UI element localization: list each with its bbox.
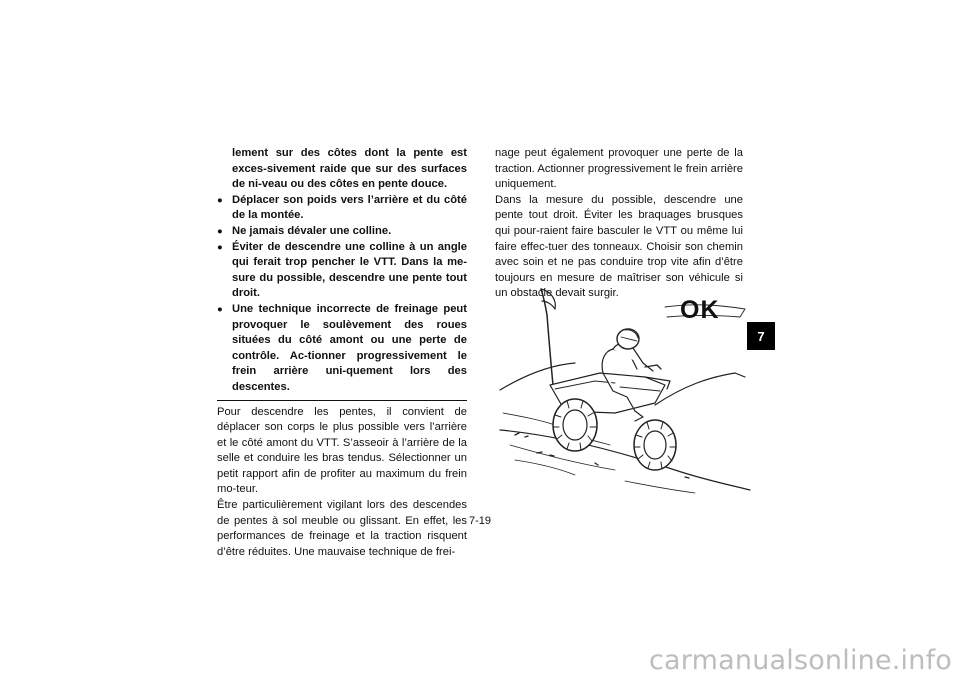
warning-bullet (217, 224, 467, 240)
right-column (495, 146, 743, 302)
warning-bullet (217, 193, 467, 224)
page-number: 7-19 (468, 515, 492, 527)
left-column (217, 146, 467, 560)
body-paragraph: nage peut également provoquer une perte de la traction. Actionner progressivement le frein arrière uniquement. (495, 147, 743, 191)
warning-end-rule (217, 400, 467, 401)
warning-bullet (217, 302, 467, 396)
warning-bullet-text: Déplacer son poids vers l’arrière et du côté de la montée. (232, 193, 467, 222)
bullet-icon: ● (217, 225, 223, 237)
watermark: carmanualsonline.info (649, 645, 952, 676)
bullet-icon: ● (217, 241, 223, 253)
chapter-tab: 7 (747, 322, 775, 350)
warning-bullet-text: Une technique incorrecte de freinage peut provoquer le soulèvement des roues situées du côté amont ou une perte de contrôle. Ac-tionner progressivement le frein arrière uni-quement lors des descentes. (232, 302, 467, 393)
bullet-icon: ● (217, 194, 223, 206)
body-paragraph: Dans la mesure du possible, descendre une pente tout droit. Éviter les braquages brusques qui pour-raient faire basculer le VTT ou même lui faire effec-tuer des tonneaux. Choisir son chemin avec soin et ne pas conduire trop vite afin d’être toujours en mesure de maîtriser son véhicule si un obstacle devait surgir. (495, 193, 743, 300)
body-paragraph: Être particulièrement vigilant lors des descendes de pentes à sol meuble ou glissant. En effet, les performances de freinage et la traction risquent d’être réduites. Une mauvaise technique de frei- (217, 499, 467, 558)
body-paragraph: Pour descendre les pentes, il convient de déplacer son corps le plus possible vers l’arrière et le côté amont du VTT. S’asseoir à l’arrière de la selle et conduire les bras tendus. Sélectionner un petit rapport afin de profiter au maximum du frein mo-teur. (217, 405, 467, 496)
warning-bullet-text: Éviter de descendre une colline à un angle qui ferait trop pencher le VTT. Dans la me-sure du possible, descendre une pente tout droit. (232, 240, 467, 300)
ok-label: OK (680, 296, 720, 324)
warning-bullet-text: Ne jamais dévaler une colline. (232, 224, 392, 237)
warning-bullet (217, 240, 467, 302)
warning-continuation: lement sur des côtes dont la pente est exces-sivement raide que sur des surfaces de ni-veau ou des côtes en pente douce. (232, 147, 467, 191)
bullet-icon: ● (217, 303, 223, 315)
